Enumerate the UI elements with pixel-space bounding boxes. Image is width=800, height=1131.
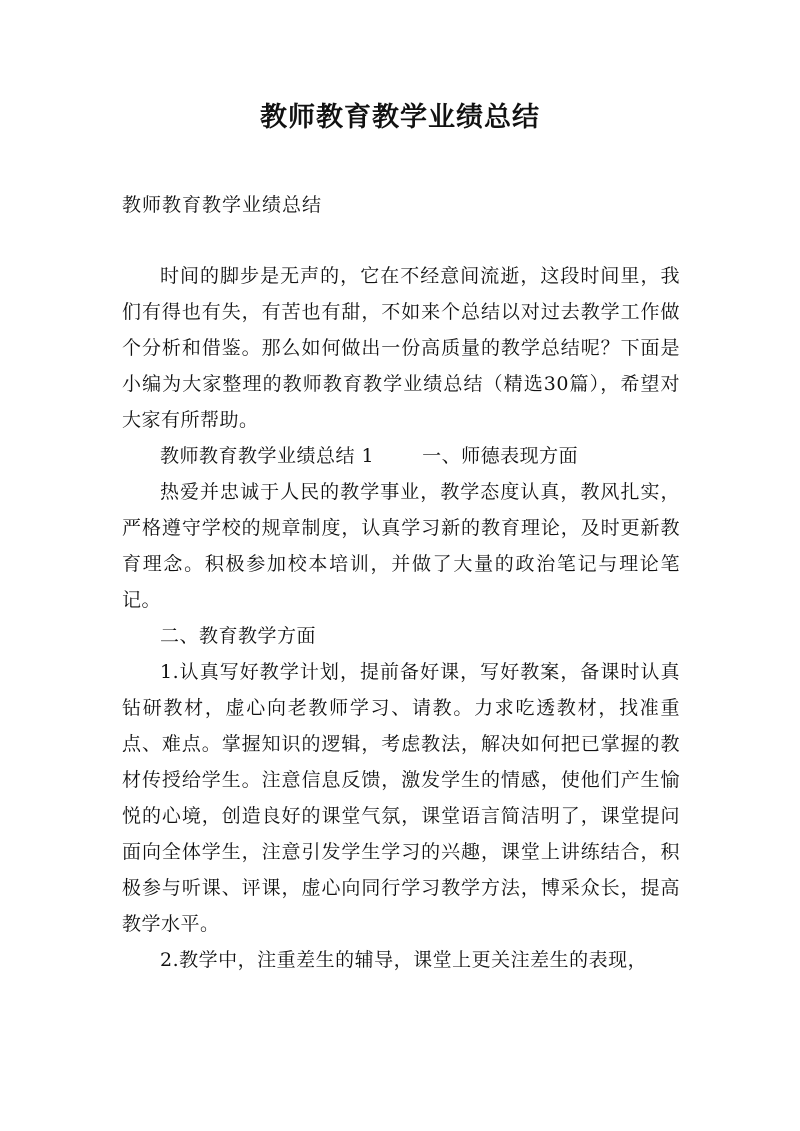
section-heading-line	[122, 438, 680, 474]
intro-paragraph: 时间的脚步是无声的，它在不经意间流逝，这段时间里，我们有得也有失，有苦也有甜，不如来个总结以对过去教学工作做个分析和借鉴。那么如何做出一份高质量的教学总结呢？下面是小编为大家整理的教师教育教学业绩总结（精选30篇），希望对大家有所帮助。	[122, 265, 680, 431]
document-body	[122, 258, 680, 978]
teaching-paragraph-2: 2.教学中，注重差生的辅导，课堂上更关注差生的表现，	[160, 949, 648, 971]
ethics-paragraph: 热爱并忠诚于人民的教学事业，教学态度认真，教风扎实，严格遵守学校的规章制度，认真学习新的教育理论，及时更新教育理念。积极参加校本培训，并做了大量的政治笔记与理论笔记。	[122, 481, 680, 611]
heading-teaching: 二、教育教学方面	[160, 625, 317, 647]
document-subtitle: 教师教育教学业绩总结	[122, 194, 323, 216]
teaching-paragraph-1: 1.认真写好教学计划，提前备好课，写好教案，备课时认真钻研教材，虚心向老教师学习、请教。力求吃透教材，找准重点、难点。掌握知识的逻辑，考虑教法，解决如何把已掌握的教材传授给学生。注意信息反馈，激发学生的情感，使他们产生愉悦的心境，创造良好的课堂气氛，课堂语言简洁明了，课堂提问面向全体学生，注意引发学生学习的兴趣，课堂上讲练结合，积极参与听课、评课，虚心向同行学习教学方法，博采众长，提高教学水平。	[122, 661, 680, 935]
document-title: 教师教育教学业绩总结	[260, 102, 540, 133]
heading-ethics: 一、师德表现方面	[422, 445, 579, 467]
section-label: 教师教育教学业绩总结 1	[160, 445, 375, 467]
